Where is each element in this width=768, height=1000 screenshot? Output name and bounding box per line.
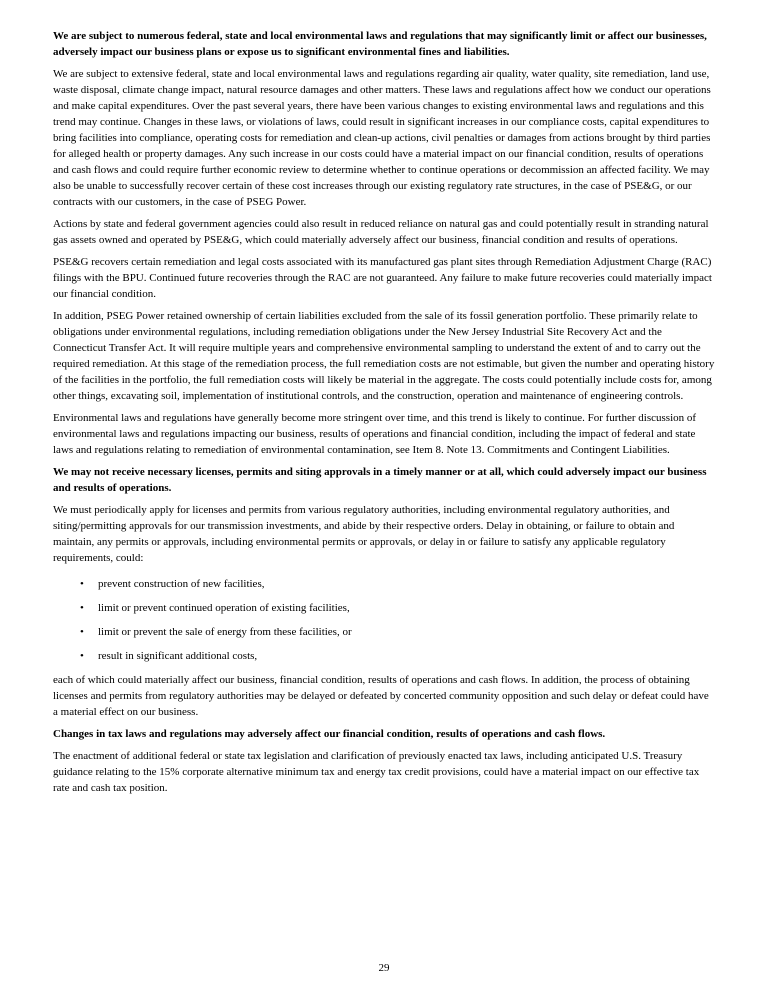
risk-heading-tax: Changes in tax laws and regulations may adversely affect our financial condition, results of operations and cash flows.: [53, 728, 606, 740]
list-item-text: limit or prevent the sale of energy from these facilities, or: [98, 626, 352, 638]
list-item-text: result in significant additional costs,: [98, 650, 258, 662]
paragraph-licenses-1: We must periodically apply for licenses and permits from various regulatory authorities, including environmental regulatory authorities, and siting/permitting approvals for our transmission investments, and abide by their respective orders. Delay in obtaining, or failure to obtain and maintain, any permits or approvals, including environmental permits or approvals, or delay in or failure to satisfy any applicable regulatory requirements, could:: [53, 504, 675, 564]
consequences-list: [53, 576, 716, 664]
paragraph-tax-1: The enactment of additional federal or state tax legislation and clarification of previously enacted tax laws, including anticipated U.S. Treasury guidance relating to the 15% corporate alternative minimum tax and energy tax credit provisions, could have a material impact on our effective tax rate and cash tax position.: [53, 750, 700, 794]
risk-heading-licenses: We may not receive necessary licenses, permits and siting approvals in a timely manner or at all, which could adversely impact our business and results of operations.: [53, 466, 707, 494]
bullet-icon: •: [80, 578, 84, 590]
paragraph-environmental-2: Actions by state and federal government agencies could also result in reduced reliance on natural gas and could potentially result in stranding natural gas assets owned and operated by PSE&G, which could materially adversely affect our business, financial condition and results of operations.: [53, 218, 709, 246]
list-item: [53, 648, 716, 664]
paragraph-environmental-4: In addition, PSEG Power retained ownership of certain liabilities excluded from the sale of its fossil generation portfolio. These primarily relate to obligations under environmental regulations, including remediation obligations under the New Jersey Industrial Site Recovery Act and the Connecticut Transfer Act. It will require multiple years and comprehensive environmental sampling to understand the extent of and to carry out the required remediation. At this stage of the remediation process, the full remediation costs are not estimable, but given the number and operating history of the facilities in the portfolio, the full remediation costs will likely be material in the aggregate. The costs could potentially include costs for, among other things, excavating soil, implementation of institutional controls, and the construction, operation and maintenance of engineering controls.: [53, 310, 715, 402]
paragraph-environmental-5: Environmental laws and regulations have generally become more stringent over time, and this trend is likely to continue. For further discussion of environmental laws and regulations impacting our business, results of operations and financial condition, including the impact of federal and state laws and regulations relating to remediation of environmental contamination, see Item 8. Note 13. Commitments and Contingent Liabilities.: [53, 412, 697, 456]
risk-heading-environmental: We are subject to numerous federal, state and local environmental laws and regulations that may significantly limit or affect our businesses, adversely impact our business plans or expose us to significant environmental fines and liabilities.: [53, 30, 707, 58]
list-item: [53, 600, 716, 616]
list-item: [53, 624, 716, 640]
paragraph-environmental-1: We are subject to extensive federal, state and local environmental laws and regulations regarding air quality, water quality, site remediation, land use, waste disposal, climate change impact, natural resource damages and other matters. These laws and regulations affect how we conduct our operations and make capital expenditures. Over the past several years, there have been various changes to existing environmental laws and regulations and this trend may continue. Changes in these laws, or violations of laws, could result in significant increases in our compliance costs, capital expenditures to bring facilities into compliance, operating costs for remediation and clean-up actions, civil penalties or damages from actions brought by third parties for alleged health or property damages. Any such increase in our costs could have a material impact on our financial condition, results of operations and cash flows and could require further economic review to determine whether to continue operations or decommission an affected facility. We may also be unable to successfully recover certain of these cost increases through our existing regulatory rate structures, in the case of PSE&G, or our contracts with our customers, in the case of PSEG Power.: [53, 68, 711, 208]
list-item-text: prevent construction of new facilities,: [98, 578, 265, 590]
bullet-icon: •: [80, 626, 84, 638]
paragraph-environmental-3: PSE&G recovers certain remediation and legal costs associated with its manufactured gas plant sites through Remediation Adjustment Charge (RAC) filings with the BPU. Continued future recoveries through the RAC are not guaranteed. Any failure to make future recoveries could materially impact our financial condition.: [53, 256, 712, 300]
page-number: 29: [378, 962, 390, 974]
bullet-icon: •: [80, 650, 84, 662]
paragraph-licenses-2: each of which could materially affect our business, financial condition, results of operations and cash flows. In addition, the process of obtaining licenses and permits from regulatory authorities may be delayed or defeated by concerted community opposition and such delay or defeat could have a material effect on our business.: [53, 674, 709, 718]
bullet-icon: •: [80, 602, 84, 614]
list-item-text: limit or prevent continued operation of existing facilities,: [98, 602, 350, 614]
list-item: [53, 576, 716, 592]
